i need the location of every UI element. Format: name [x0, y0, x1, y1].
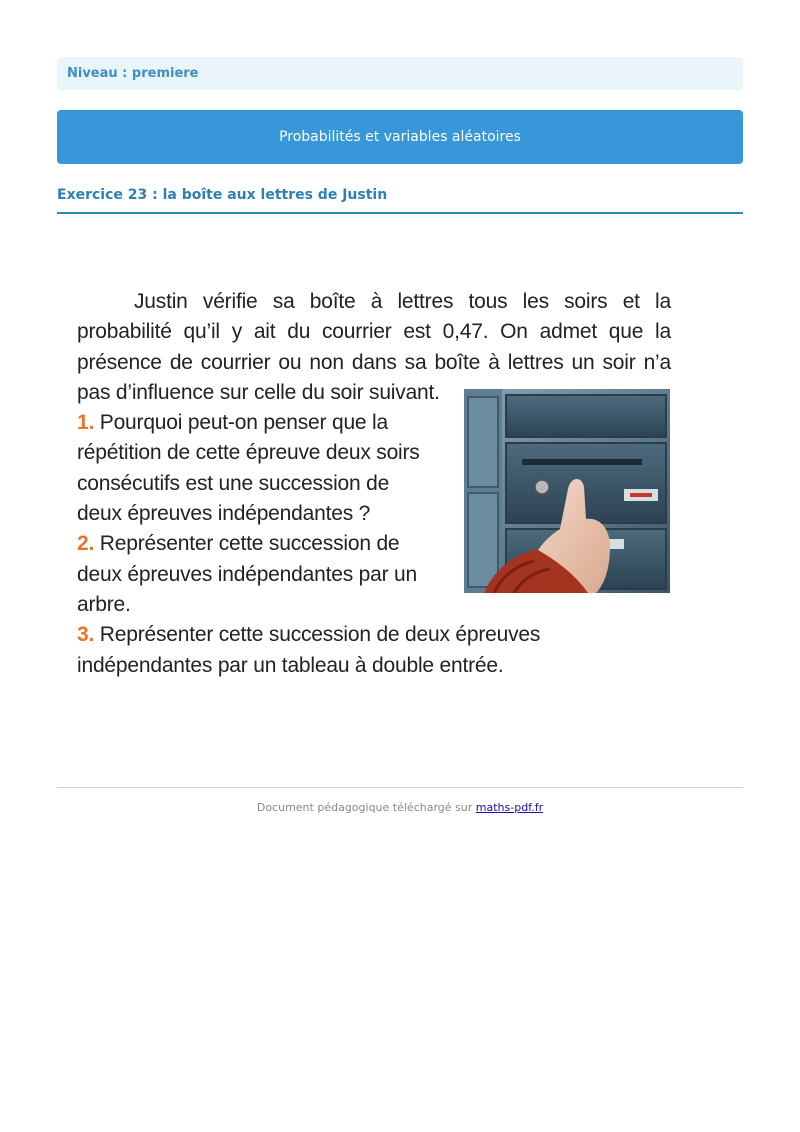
- question-3-text: Représenter cette succession de deux épreuves indépendantes par un tableau à double entrée.: [77, 623, 541, 677]
- exercise-title: Exercice 23 : la boîte aux lettres de Justin: [57, 187, 743, 214]
- footer-divider: [57, 787, 743, 788]
- level-label: Niveau : premiere: [67, 66, 199, 81]
- chapter-banner: [57, 110, 743, 164]
- question-2: [77, 529, 435, 620]
- footer-text: Document pédagogique téléchargé sur: [256, 801, 473, 814]
- question-3-number: 3.: [77, 623, 95, 647]
- question-2-number: 2.: [77, 532, 95, 556]
- question-1-number: 1.: [77, 411, 95, 435]
- questions-column: [77, 408, 435, 620]
- question-1-text: Pourquoi peut-on penser que la répétition de cette épreuve deux soirs consécutifs est une succession de deux épreuves indépendantes ?: [77, 411, 420, 526]
- question-1: [77, 408, 435, 529]
- level-bar: [57, 57, 743, 90]
- footer-link[interactable]: maths-pdf.fr: [475, 801, 544, 814]
- footer: [57, 801, 743, 814]
- chapter-title: Probabilités et variables aléatoires: [279, 129, 521, 145]
- mailbox-hand-photo: [464, 389, 670, 593]
- intro-text: Justin vérifie sa boîte à lettres tous les soirs et la probabilité qu’il y ait du courrier est 0,47. On admet que la présence de courrier ou non dans sa boîte à lettres un soir n’a pas d’influence sur celle du soir suivant.: [77, 290, 671, 404]
- question-3: [77, 620, 671, 681]
- question-2-text: Représenter cette succession de deux épreuves indépendantes par un arbre.: [77, 532, 417, 616]
